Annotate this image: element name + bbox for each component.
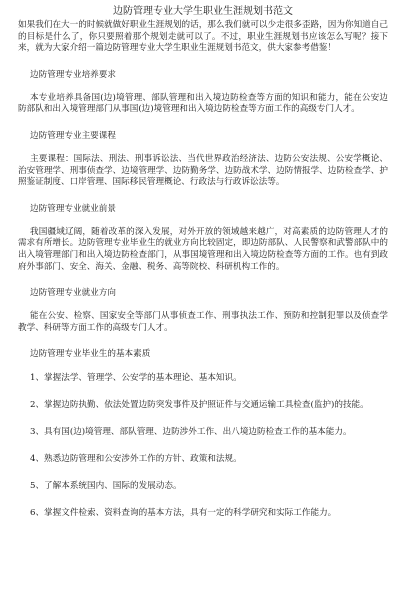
section-body-courses: 主要课程：国际法、刑法、刑事诉讼法、当代世界政治经济法、边防公安法规、公安学概论、治安管理学、刑事侦查学、边境管理学、边防勤务学、边防战术学、边防情报学、边防检查学、护照鉴证制度、口岸管理、国际移民管理概论、行政法与行政诉讼法等。 <box>18 153 388 188</box>
section-body-direction: 能在公安、检察、国家安全等部门从事侦查工作、刑事执法工作、预防和控制犯罪以及侦查学教学、科研等方面工作的高级专门人才。 <box>18 311 388 333</box>
qualities-list <box>18 372 388 519</box>
list-item: 3、具有国(边)境管理、部队管理、边防涉外工作、出八境边防检查工作的基本能力。 <box>30 427 352 438</box>
section-body-training: 本专业培养具备国(边)境管理、部队管理和出入境边防检查等方面的知识和能力，能在公安边防部队和出入境管理部门从事国(边)境管理和出入境边防检查等方面工作的高级专门人才。 <box>18 92 388 115</box>
section-heading-direction: 边防管理专业就业方向 <box>30 288 116 299</box>
section-heading-training: 边防管理专业培养要求 <box>30 69 116 80</box>
section-heading-qualities: 边防管理专业毕业生的基本素质 <box>30 349 151 360</box>
section-heading-courses: 边防管理专业主要课程 <box>30 130 116 141</box>
section-body-prospects: 我国疆域辽阔，随着改革的深入发展，对外开放的领域越来越广，对高素质的边防管理人才的需求有所增长。边防管理专业毕业生的就业方向比较固定，即边防部队、人民警察和武警部队中的出入境管理部门和出入境边防检查部门，从事国境管理和出入境边防检查等方面的工作。也有到政府外事部门、安全、海关、金融、税务、高等院校、科研机构工作的。 <box>18 226 388 272</box>
list-item: 4、熟悉边防管理和公安涉外工作的方针、政策和法规。 <box>30 454 242 465</box>
list-item: 2、掌握边防执勤、依法处置边防突发事件及护照证件与交通运输工具检查(监护)的技能。 <box>30 400 369 411</box>
section-heading-prospects: 边防管理专业就业前景 <box>30 203 116 214</box>
list-item: 5、了解本系统国内、国际的发展动态。 <box>30 481 182 492</box>
intro-paragraph: 如果我们在大一的时候就做好职业生涯规划的话，那么我们就可以少走很多歪路，因为你知道自己的目标是什么了，你只要照着那个规划走就可以了。不过，职业生涯规划书应该怎么写呢？接下来，就为大家介绍一篇边防管理专业大学生职业生涯规划书范文，供大家参考借鉴！ <box>18 20 388 54</box>
list-item: 6、掌握文件检索、资料查询的基本方法，具有一定的科学研究和实际工作能力。 <box>30 508 337 519</box>
list-item: 1、掌握法学、管理学、公安学的基本理论、基本知识。 <box>30 373 242 384</box>
document-title: 边防管理专业大学生职业生涯规划书范文 <box>113 6 293 17</box>
